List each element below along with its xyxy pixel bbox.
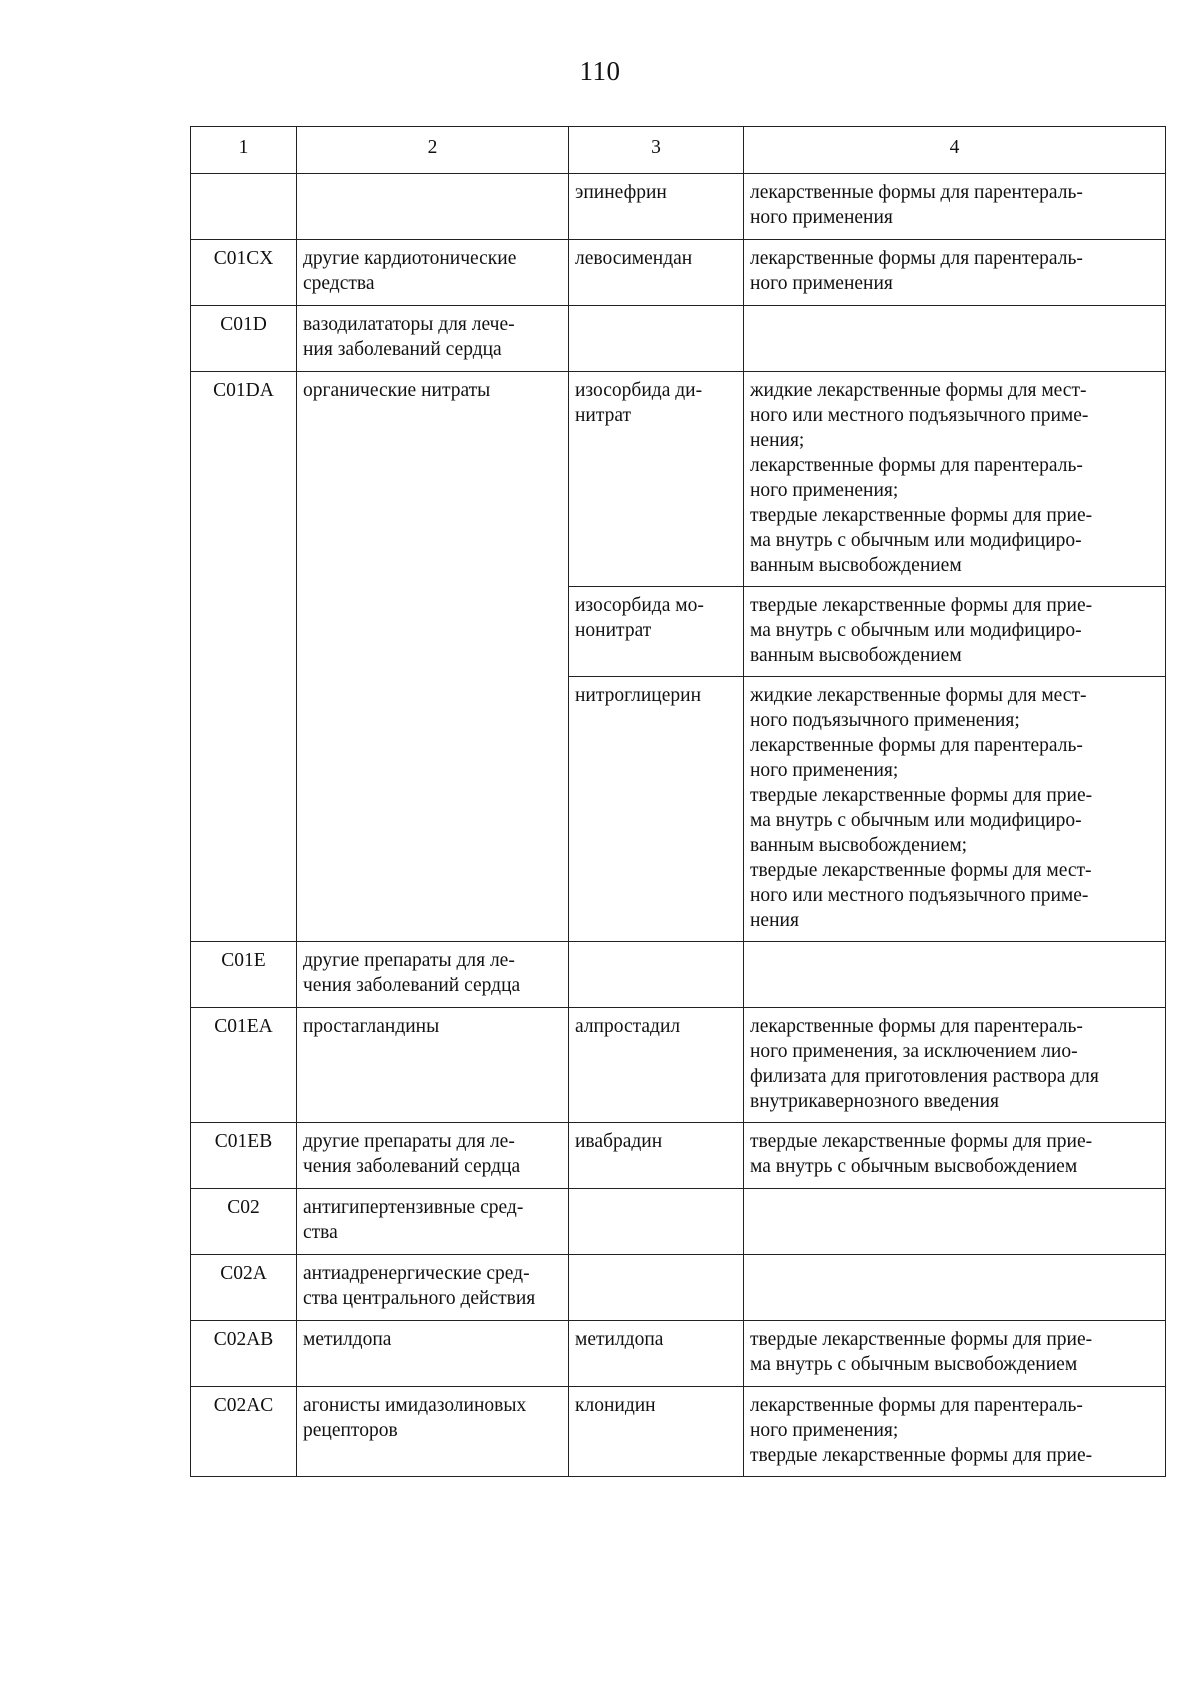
dosage-forms-cell (744, 1008, 1166, 1123)
group-name-cell (297, 1008, 569, 1123)
dosage-forms-cell-line: лекарственные формы для парентераль- (750, 248, 1083, 269)
dosage-forms-cell (744, 240, 1166, 306)
atc-code-cell: C01EA (191, 1008, 297, 1123)
group-name-cell-line: агонисты имидазолиновых (303, 1395, 527, 1416)
dosage-forms-cell-line: ванным высвобождением (750, 645, 962, 666)
table-row (191, 942, 1166, 1008)
group-name-cell (297, 306, 569, 372)
group-name-cell-line: органические нитраты (303, 380, 491, 401)
dosage-forms-cell-line: ма внутрь с обычным высвобождением (750, 1156, 1078, 1177)
table-row (191, 1123, 1166, 1189)
group-name-cell-line: другие препараты для ле- (303, 950, 515, 971)
drug-name-cell-line: клонидин (575, 1395, 656, 1416)
drug-table-container (190, 126, 1165, 1477)
dosage-forms-cell-line: твердые лекарственные формы для мест- (750, 860, 1092, 881)
drug-name-cell (569, 306, 744, 372)
atc-code-cell: C01EB (191, 1123, 297, 1189)
dosage-forms-cell-line: ного применения, за исключением лио- (750, 1041, 1078, 1062)
drug-name-cell-line: нонитрат (575, 620, 652, 641)
dosage-forms-cell (744, 1321, 1166, 1387)
drug-name-cell-line: метилдопа (575, 1329, 664, 1350)
table-body (191, 174, 1166, 1477)
dosage-forms-cell-line: лекарственные формы для парентераль- (750, 1395, 1083, 1416)
group-name-cell-line: антигипертензивные сред- (303, 1197, 524, 1218)
group-name-cell-line: другие препараты для ле- (303, 1131, 515, 1152)
group-name-cell-line: вазодилататоры для лече- (303, 314, 515, 335)
dosage-forms-cell-line: лекарственные формы для парентераль- (750, 1016, 1083, 1037)
dosage-forms-cell-line: ного или местного подъязычного приме- (750, 405, 1089, 426)
dosage-forms-cell-line: филизата для приготовления раствора для (750, 1066, 1099, 1087)
dosage-forms-cell-line: лекарственные формы для парентераль- (750, 182, 1083, 203)
dosage-forms-cell (744, 1123, 1166, 1189)
group-name-cell (297, 1321, 569, 1387)
group-name-cell (297, 372, 569, 942)
atc-code-cell: C01D (191, 306, 297, 372)
dosage-forms-cell-line: ванным высвобождением; (750, 835, 968, 856)
group-name-cell (297, 1189, 569, 1255)
table-row (191, 240, 1166, 306)
dosage-forms-cell-line: ного или местного подъязычного приме- (750, 885, 1089, 906)
dosage-forms-cell-line: твердые лекарственные формы для прие- (750, 505, 1093, 526)
group-name-cell (297, 942, 569, 1008)
dosage-forms-cell-line: внутрикавернозного введения (750, 1091, 999, 1112)
drug-name-cell (569, 587, 744, 677)
drug-name-cell (569, 240, 744, 306)
drug-name-cell (569, 677, 744, 942)
drug-name-cell (569, 1255, 744, 1321)
group-name-cell-line: ния заболеваний сердца (303, 339, 502, 360)
atc-code-cell: C02 (191, 1189, 297, 1255)
page-number: 110 (579, 56, 621, 86)
dosage-forms-cell-line: нения (750, 910, 799, 931)
drug-name-cell (569, 1387, 744, 1477)
drug-name-cell (569, 372, 744, 587)
dosage-forms-cell-line: твердые лекарственные формы для прие- (750, 785, 1093, 806)
drug-name-cell (569, 1189, 744, 1255)
drug-name-cell-line: изосорбида ди- (575, 380, 703, 401)
group-name-cell-line: чения заболеваний сердца (303, 1156, 521, 1177)
group-name-cell-line: рецепторов (303, 1420, 398, 1441)
dosage-forms-cell (744, 942, 1166, 1008)
group-name-cell (297, 174, 569, 240)
drug-name-cell-line: алпростадил (575, 1016, 681, 1037)
dosage-forms-cell-line: ма внутрь с обычным высвобождением (750, 1354, 1078, 1375)
header-col-3: 3 (569, 127, 744, 174)
dosage-forms-cell-line: лекарственные формы для парентераль- (750, 455, 1083, 476)
dosage-forms-cell-line: ного применения; (750, 1420, 899, 1441)
atc-code-cell: C02AB (191, 1321, 297, 1387)
dosage-forms-cell (744, 174, 1166, 240)
dosage-forms-cell (744, 1387, 1166, 1477)
group-name-cell (297, 1123, 569, 1189)
dosage-forms-cell (744, 306, 1166, 372)
dosage-forms-cell-line: ного применения (750, 207, 893, 228)
dosage-forms-cell-line: лекарственные формы для парентераль- (750, 735, 1083, 756)
drug-name-cell-line: нитрат (575, 405, 632, 426)
drug-name-cell (569, 1008, 744, 1123)
dosage-forms-cell-line: твердые лекарственные формы для прие- (750, 1329, 1093, 1350)
dosage-forms-cell-line: ма внутрь с обычным или модифициро- (750, 810, 1082, 831)
group-name-cell-line: другие кардиотонические (303, 248, 517, 269)
dosage-forms-cell-line: жидкие лекарственные формы для мест- (750, 380, 1087, 401)
dosage-forms-cell (744, 1189, 1166, 1255)
drug-name-cell-line: левосимендан (575, 248, 693, 269)
dosage-forms-cell-line: твердые лекарственные формы для прие- (750, 595, 1093, 616)
atc-code-cell: C01CX (191, 240, 297, 306)
drug-table (190, 126, 1166, 1477)
dosage-forms-cell (744, 677, 1166, 942)
atc-code-cell: C01E (191, 942, 297, 1008)
table-row (191, 372, 1166, 587)
group-name-cell-line: ства центрального действия (303, 1288, 536, 1309)
dosage-forms-cell (744, 587, 1166, 677)
dosage-forms-cell-line: ного применения; (750, 760, 899, 781)
group-name-cell-line: чения заболеваний сердца (303, 975, 521, 996)
atc-code-cell: C01DA (191, 372, 297, 942)
group-name-cell-line: метилдопа (303, 1329, 392, 1350)
drug-name-cell (569, 1123, 744, 1189)
drug-name-cell-line: нитроглицерин (575, 685, 702, 706)
header-col-2: 2 (297, 127, 569, 174)
atc-code-cell (191, 174, 297, 240)
dosage-forms-cell-line: ного применения (750, 273, 893, 294)
table-row (191, 174, 1166, 240)
drug-name-cell (569, 174, 744, 240)
drug-name-cell (569, 1321, 744, 1387)
dosage-forms-cell-line: нения; (750, 430, 805, 451)
drug-name-cell-line: изосорбида мо- (575, 595, 704, 616)
group-name-cell-line: антиадренергические сред- (303, 1263, 530, 1284)
drug-name-cell (569, 942, 744, 1008)
header-row (191, 127, 1166, 174)
group-name-cell-line: средства (303, 273, 375, 294)
table-row (191, 1008, 1166, 1123)
table-row (191, 1321, 1166, 1387)
dosage-forms-cell-line: ного подъязычного применения; (750, 710, 1020, 731)
group-name-cell-line: простагландины (303, 1016, 440, 1037)
dosage-forms-cell-line: жидкие лекарственные формы для мест- (750, 685, 1087, 706)
dosage-forms-cell-line: ного применения; (750, 480, 899, 501)
dosage-forms-cell-line: ма внутрь с обычным или модифициро- (750, 530, 1082, 551)
drug-name-cell-line: эпинефрин (575, 182, 667, 203)
dosage-forms-cell-line: твердые лекарственные формы для прие- (750, 1131, 1093, 1152)
atc-code-cell: C02AC (191, 1387, 297, 1477)
group-name-cell (297, 1387, 569, 1477)
table-row (191, 1189, 1166, 1255)
dosage-forms-cell-line: ма внутрь с обычным или модифициро- (750, 620, 1082, 641)
drug-name-cell-line: ивабрадин (575, 1131, 663, 1152)
table-row (191, 1255, 1166, 1321)
table-row (191, 1387, 1166, 1477)
dosage-forms-cell-line: твердые лекарственные формы для прие- (750, 1445, 1093, 1466)
group-name-cell (297, 240, 569, 306)
group-name-cell (297, 1255, 569, 1321)
dosage-forms-cell (744, 1255, 1166, 1321)
atc-code-cell: C02A (191, 1255, 297, 1321)
dosage-forms-cell (744, 372, 1166, 587)
dosage-forms-cell-line: ванным высвобождением (750, 555, 962, 576)
header-col-1: 1 (191, 127, 297, 174)
group-name-cell-line: ства (303, 1222, 338, 1243)
header-col-4: 4 (744, 127, 1166, 174)
table-row (191, 306, 1166, 372)
